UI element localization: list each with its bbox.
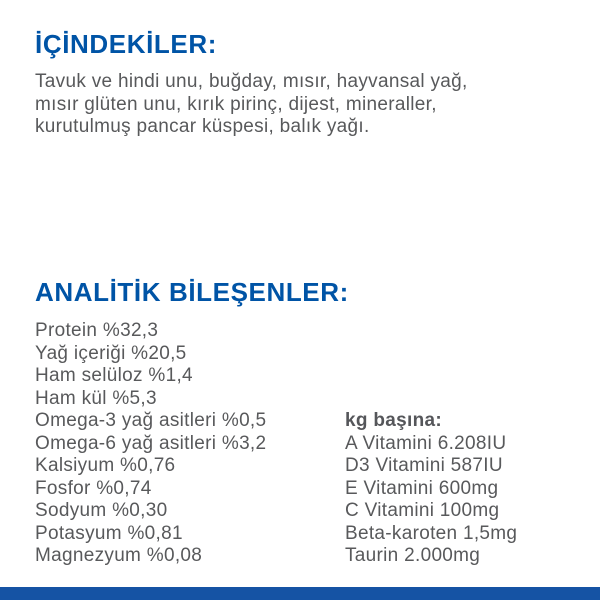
component-item: Ham kül %5,3	[35, 387, 157, 409]
component-item: Yağ içeriği %20,5	[35, 342, 187, 364]
component-item: Sodyum %0,30	[35, 500, 168, 521]
analytical-heading: ANALİTİK BİLEŞENLER:	[35, 277, 349, 307]
component-item: Omega-3 yağ asitleri %0,5	[35, 410, 267, 431]
bottom-divider-bar	[0, 587, 600, 600]
ingredients-line: mısır glüten unu, kırık pirinç, dijest, mineraller,	[35, 93, 437, 115]
ingredients-heading: İÇİNDEKİLER:	[35, 29, 217, 59]
per-kg-heading: kg başına:	[345, 410, 442, 431]
per-kg-item: C Vitamini 100mg	[345, 500, 500, 521]
component-item: Potasyum %0,81	[35, 522, 183, 544]
component-item: Magnezyum %0,08	[35, 545, 203, 566]
per-kg-item: Taurin 2.000mg	[345, 545, 481, 566]
ingredients-line: Tavuk ve hindi unu, buğday, mısır, hayvansal yağ,	[35, 71, 468, 92]
ingredients-text	[35, 71, 590, 139]
per-kg-item: A Vitamini 6.208IU	[345, 432, 507, 454]
component-item: Ham selüloz %1,4	[35, 365, 193, 386]
analytical-components-list	[35, 320, 345, 568]
per-kg-list	[345, 410, 585, 568]
component-item: Kalsiyum %0,76	[35, 455, 176, 476]
per-kg-item: Beta-karoten 1,5mg	[345, 522, 518, 544]
ingredients-line: kurutulmuş pancar küspesi, balık yağı.	[35, 116, 370, 137]
component-item: Fosfor %0,74	[35, 477, 152, 499]
component-item: Protein %32,3	[35, 320, 159, 341]
per-kg-item: D3 Vitamini 587IU	[345, 455, 503, 476]
component-item: Omega-6 yağ asitleri %3,2	[35, 432, 267, 454]
per-kg-item: E Vitamini 600mg	[345, 477, 499, 499]
